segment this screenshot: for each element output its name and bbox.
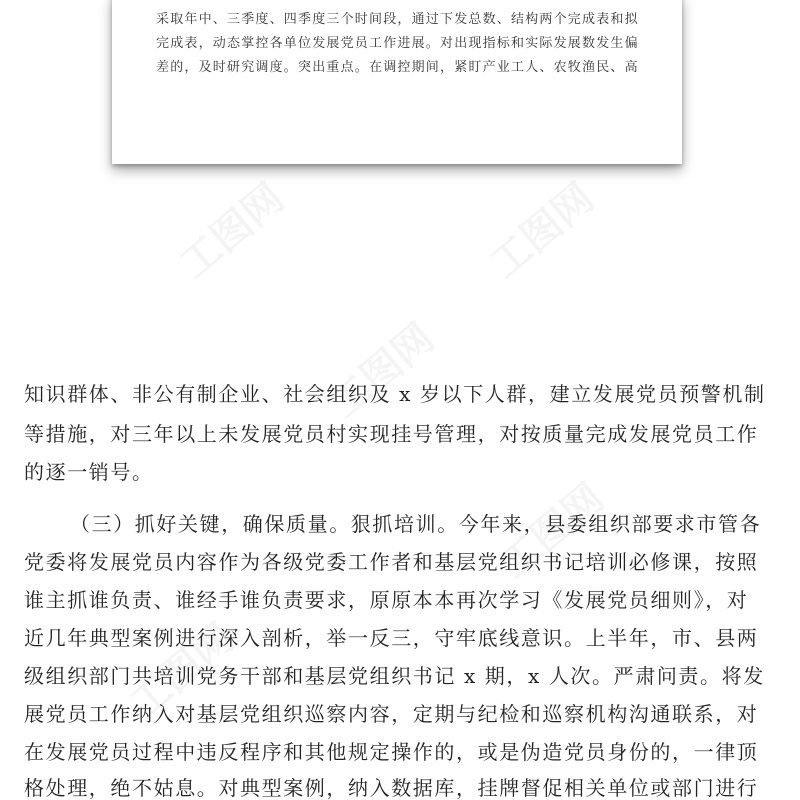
body-text-line: 格处理，绝不姑息。对典型案例，纳入数据库，挂牌督促相关单位或部门进行 xyxy=(24,776,759,800)
doc-card-line: 采取年中、三季度、四季度三个时间段，通过下发总数、结构两个完成表和拟 xyxy=(156,12,639,27)
watermark: 工图网 xyxy=(481,174,603,288)
watermark: 工图网 xyxy=(171,174,293,288)
watermark: 工图网 xyxy=(321,314,443,428)
body-text-line: 的逐一销号。 xyxy=(24,460,154,484)
body-text-line: 等措施，对三年以上未发展党员村实现挂号管理，对按质量完成发展党员工作 xyxy=(24,422,759,446)
body-text-line: 展党员工作纳入对基层党组织巡察内容，定期与纪检和巡察机构沟通联系，对 xyxy=(24,702,759,726)
body-text-line: 党委将发展党员内容作为各级党委工作者和基层党组织书记培训必修课，按照 xyxy=(24,550,759,574)
body-text-line: 谁主抓谁负责、谁经手谁负责要求，原原本本再次学习《发展党员细则》，对 xyxy=(24,588,749,612)
doc-card-line: 差的，及时研究调度。突出重点。在调控期间，紧盯产业工人、农牧渔民、高 xyxy=(156,60,639,75)
body-text-line: 在发展党员过程中违反程序和其他规定操作的，或是伪造党员身份的，一律顶 xyxy=(24,740,759,764)
body-text-line: 级组织部门共培训党务干部和基层党组织书记 x 期，x 人次。严肃问责。将发 xyxy=(24,664,765,688)
document-preview-card xyxy=(112,0,682,164)
body-text-line: 知识群体、非公有制企业、社会组织及 x 岁以下人群，建立发展党员预警机制 xyxy=(24,382,766,406)
body-text-line: 近几年典型案例进行深入剖析，举一反三，守牢底线意识。上半年，市、县两 xyxy=(24,626,759,650)
doc-card-line: 完成表，动态掌控各单位发展党员工作进展。对出现指标和实际发展数发生偏 xyxy=(156,36,639,51)
watermark: 工图网 xyxy=(491,474,613,588)
watermark: 工图网 xyxy=(121,614,243,728)
body-paragraph-start: （三）抓好关键，确保质量。狠抓培训。今年来，县委组织部要求市管各 xyxy=(70,512,762,536)
